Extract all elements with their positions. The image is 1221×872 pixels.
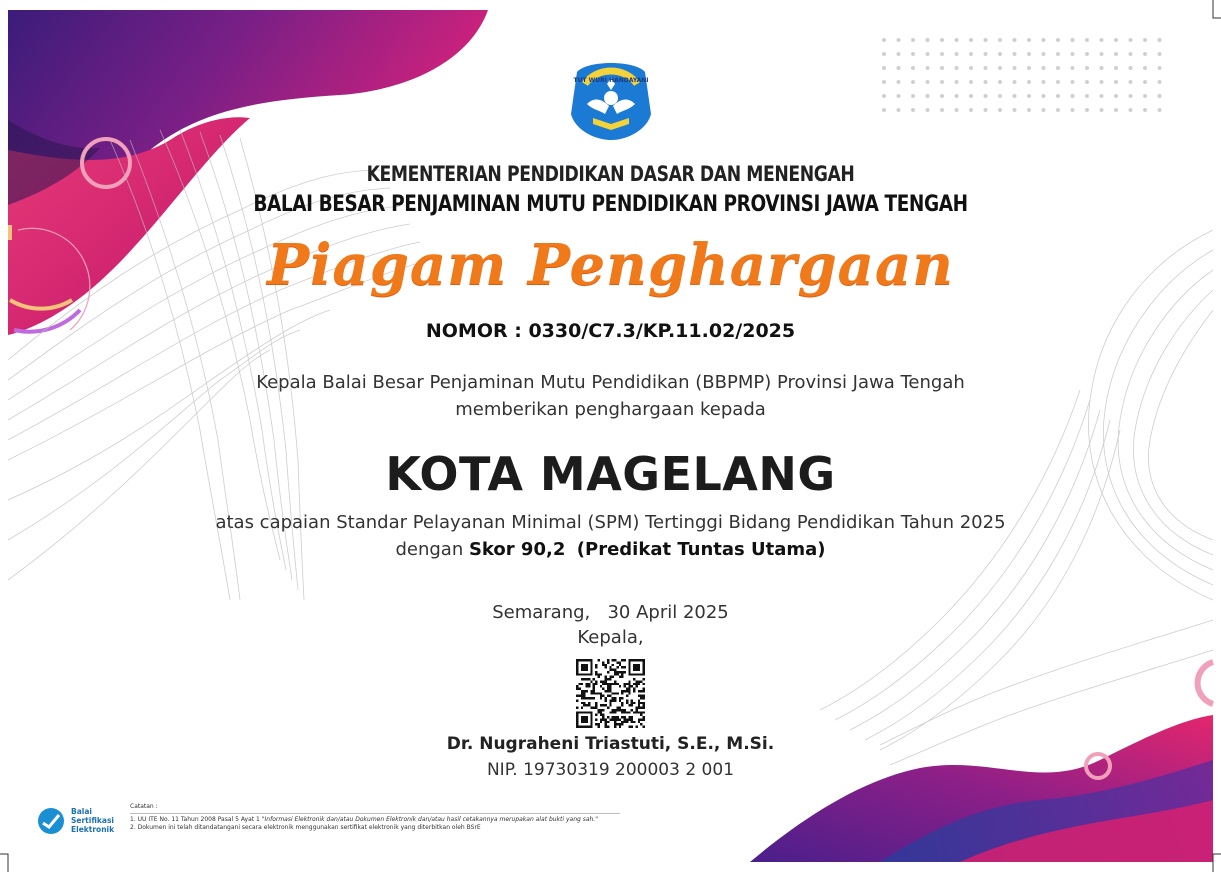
logo-text: TUT WURI HANDAYANI [573,77,649,84]
footer-notes [130,803,620,833]
reason-predicate: (Predikat Tuntas Utama) [576,539,826,560]
crop-mark-bottom-right [1195,846,1221,872]
tut-wuri-handayani-logo [567,54,655,142]
recipient-name: KOTA MAGELANG [385,447,836,501]
signer-nip: NIP. 19730319 200003 2 001 [486,760,735,780]
signing-place: Semarang, [492,602,591,623]
bsre-line-2: Sertifikasi [71,816,114,825]
crop-mark-bottom-left [0,846,26,872]
crop-mark-top-right [1195,0,1221,26]
note-2: 2. Dokumen ini telah ditandatangani secara elektronik menggunakan sertifikat elektronik yang diterbitkan oleh BSrE [130,824,481,831]
certificate-number: NOMOR : 0330/C7.3/KP.11.02/2025 [425,320,796,342]
agency-heading: BALAI BESAR PENJAMINAN MUTU PENDIDIKAN PROVINSI JAWA TENGAH [253,192,968,217]
ministry-heading: KEMENTERIAN PENDIDIKAN DASAR DAN MENENGAH [366,162,855,186]
signing-date: 30 April 2025 [607,602,729,623]
crop-mark-top-left [0,0,14,14]
place-date [0,602,1221,623]
bsre-line-1: Balai [71,807,92,816]
intro-line-2: memberikan penghargaan kepada [455,399,766,420]
intro-line-1: Kepala Balai Besar Penjaminan Mutu Pendidikan (BBPMP) Provinsi Jawa Tengah [256,372,965,393]
signer-role: Kepala, [577,627,644,648]
notes-title: Catatan : [130,803,158,810]
signature-qr-code [576,659,645,728]
note-1: 1. UU ITE No. 11 Tahun 2008 Pasal 5 Ayat 1 "Informasi Elektronik dan/atau Dokumen Elektronik dan/atau hasil cetakannya merupakan alat bukti yang sah." [130,815,598,823]
reason-prefix: dengan [395,539,469,560]
signer-name: Dr. Nugraheni Triastuti, S.E., M.Si. [446,734,775,754]
bsre-logo-icon [36,806,68,836]
reason-score: Skor 90,2 [468,539,566,560]
bsre-line-3: Elektronik [71,825,115,834]
certificate-title: Piagam Penghargaan [267,232,954,298]
reason-line-2 [0,539,1221,560]
reason-line-1: atas capaian Standar Pelayanan Minimal (SPM) Tertinggi Bidang Pendidikan Tahun 2025 [215,512,1006,533]
bsre-logo-text [71,807,114,834]
